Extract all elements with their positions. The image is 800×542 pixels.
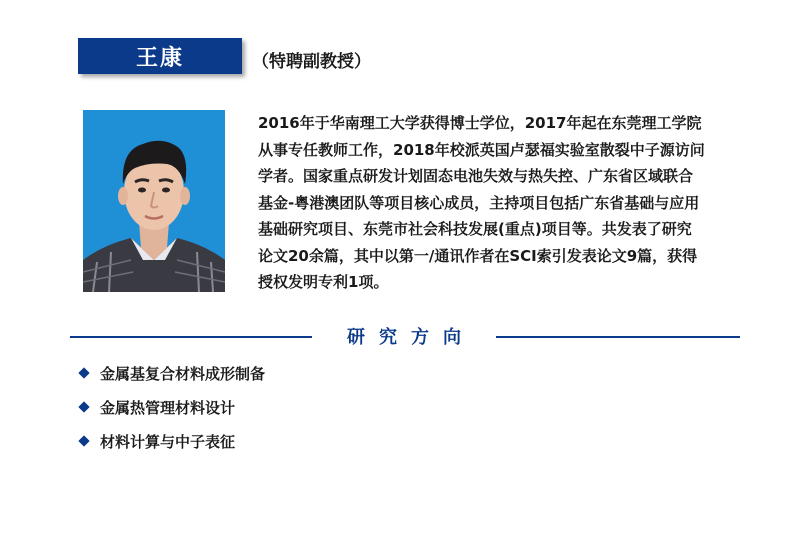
list-item [78, 430, 265, 452]
diamond-bullet-icon [78, 401, 89, 412]
bio-paragraph [258, 110, 736, 296]
person-title: （特聘副教授） [252, 52, 371, 72]
bio-line: 2016年于华南理工大学获得博士学位，2017年起在东莞理工学院 [258, 114, 702, 132]
research-item-label: 金属基复合材料成形制备 [100, 364, 266, 383]
section-divider-left [70, 336, 312, 338]
list-item [78, 396, 265, 418]
research-list [78, 362, 265, 464]
research-heading: 研究方向 [347, 327, 475, 348]
person-name: 王康 [135, 45, 184, 71]
bio-line: 基金-粤港澳团队等项目核心成员，主持项目包括广东省基础与应用 [258, 193, 700, 212]
portrait-illustration [83, 110, 225, 292]
bio-line: 从事专任教师工作，2018年校派英国卢瑟福实验室散裂中子源访问 [258, 140, 705, 159]
bio-line: 基础研究项目、东莞市社会科技发展(重点)项目等。共发表了研究 [258, 220, 692, 238]
research-item-label: 材料计算与中子表征 [100, 432, 236, 451]
list-item [78, 362, 265, 384]
name-banner [78, 38, 242, 74]
section-divider-right [496, 336, 740, 338]
diamond-bullet-icon [78, 367, 89, 378]
research-item-label: 金属热管理材料设计 [100, 398, 236, 417]
bio-line: 学者。国家重点研发计划固态电池失效与热失控、广东省区域联合 [258, 167, 694, 185]
bio-line: 授权发明专利1项。 [258, 273, 389, 291]
bio-line: 论文20余篇，其中以第一/通讯作者在SCI索引发表论文9篇，获得 [258, 246, 698, 265]
portrait-photo [83, 110, 225, 292]
diamond-bullet-icon [78, 435, 89, 446]
